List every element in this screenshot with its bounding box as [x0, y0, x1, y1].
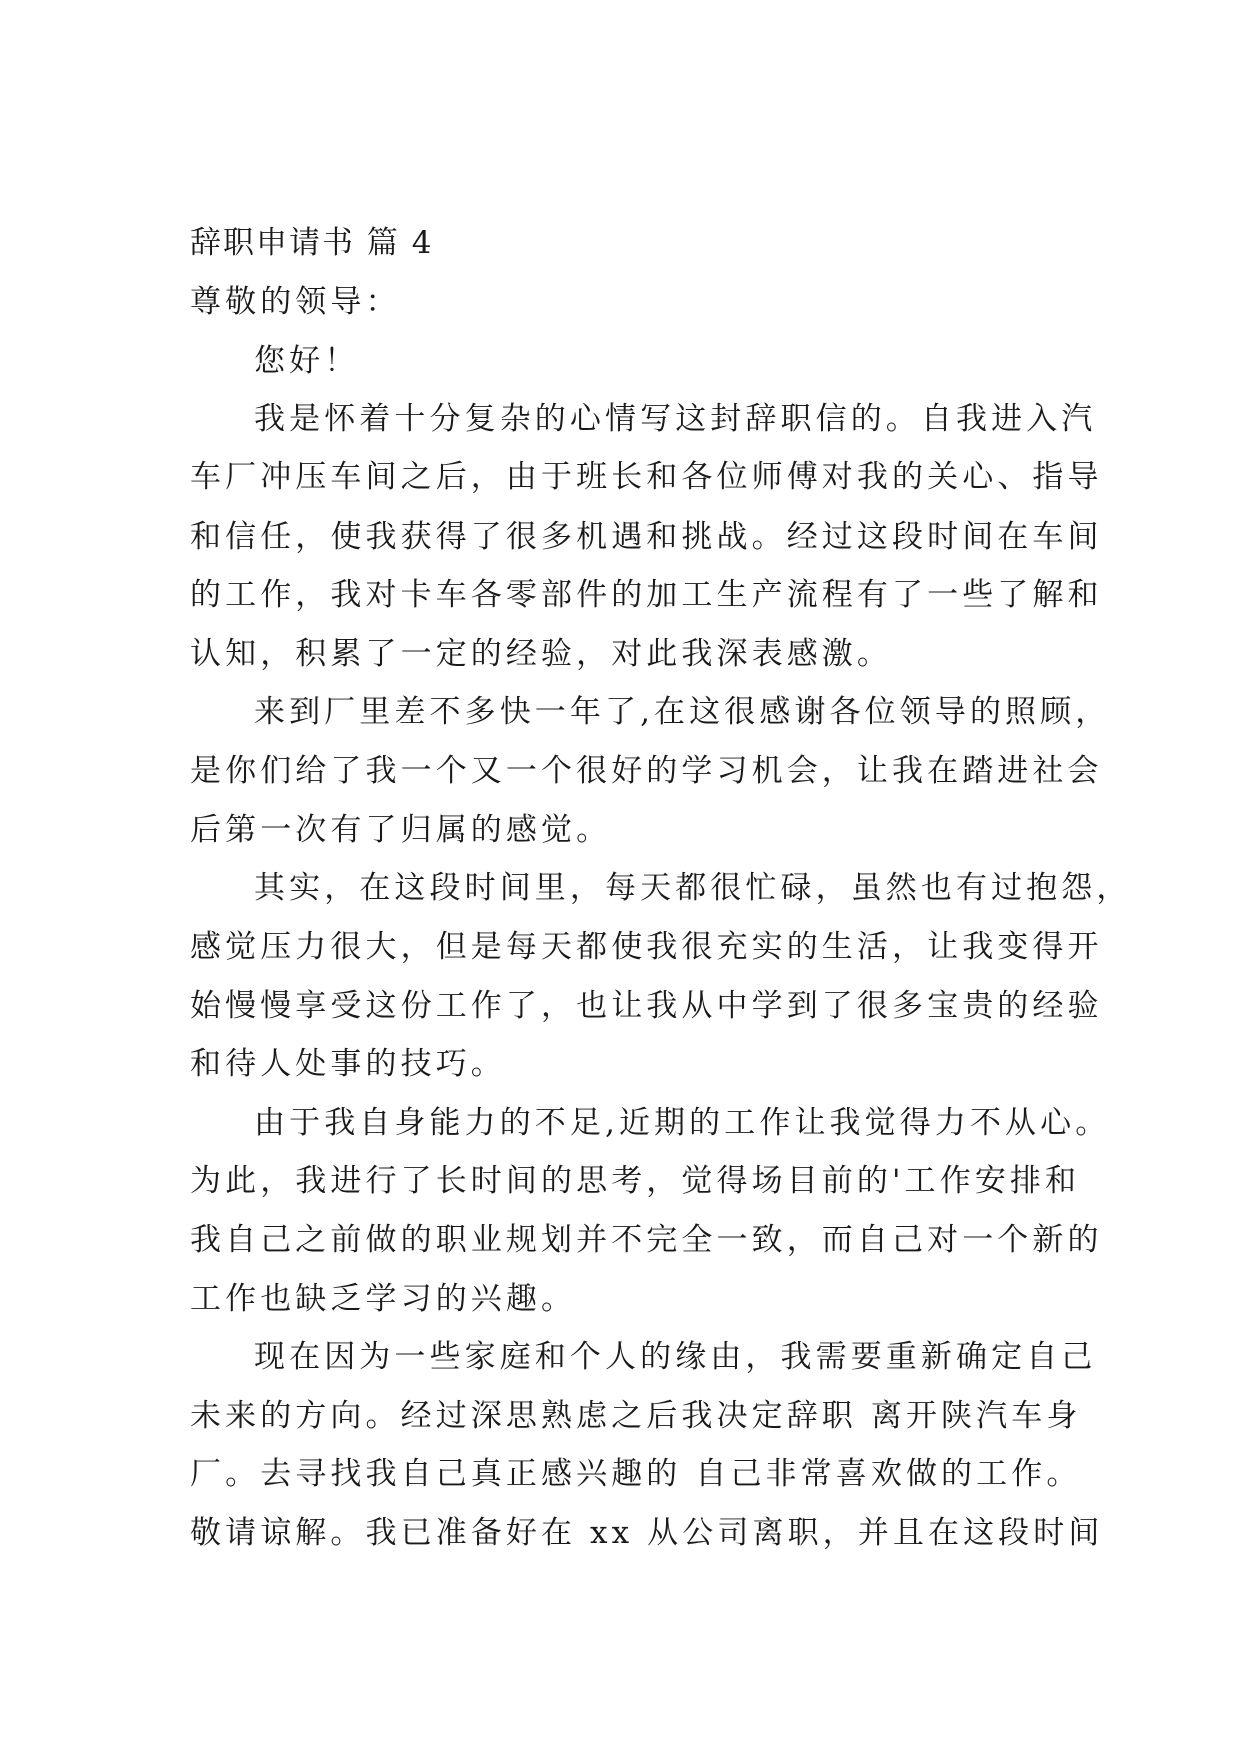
body-line: 始慢慢享受这份工作了，也让我从中学到了很多宝贵的经验 — [190, 988, 1103, 1024]
greeting: 您好！ — [254, 343, 360, 379]
body-line: 为此，我进行了长时间的思考，觉得场目前的'工作安排和 — [190, 1163, 1081, 1199]
body-line: 其实，在这段时间里，每天都很忙碌，虽然也有过抱怨， — [254, 870, 1132, 906]
body-line: 认知，积累了一定的经验，对此我深表感激。 — [190, 636, 892, 672]
body-line: 和信任，使我获得了很多机遇和挑战。经过这段时间在车间 — [190, 519, 1103, 555]
document-title: 辞职申请书 篇 4 — [190, 225, 434, 261]
body-line: 是你们给了我一个又一个很好的学习机会，让我在踏进社会 — [190, 753, 1103, 789]
body-line: 由于我自身能力的不足,近期的工作让我觉得力不从心。 — [254, 1105, 1111, 1141]
body-line: 敬请谅解。我已准备好在 xx 从公司离职，并且在这段时间 — [190, 1515, 1104, 1551]
body-line: 感觉压力很大，但是每天都使我很充实的生活，让我变得开 — [190, 929, 1103, 965]
salutation: 尊敬的领导： — [190, 284, 401, 320]
body-line: 来到厂里差不多快一年了,在这很感谢各位领导的照顾， — [254, 694, 1111, 730]
body-line: 后第一次有了归属的感觉。 — [190, 812, 612, 848]
body-line: 的工作，我对卡车各零部件的加工生产流程有了一些了解和 — [190, 577, 1103, 613]
body-line: 车厂冲压车间之后，由于班长和各位师傅对我的关心、指导 — [190, 459, 1103, 495]
body-line: 我自己之前做的职业规划并不完全一致，而自己对一个新的 — [190, 1222, 1103, 1258]
body-line: 现在因为一些家庭和个人的缘由，我需要重新确定自己 — [254, 1339, 1097, 1375]
body-line: 未来的方向。经过深思熟虑之后我决定辞职 离开陕汽车身 — [190, 1398, 1082, 1434]
body-line: 工作也缺乏学习的兴趣。 — [190, 1281, 577, 1317]
body-line: 和待人处事的技巧。 — [190, 1046, 506, 1082]
body-line: 我是怀着十分复杂的心情写这封辞职信的。自我进入汽 — [254, 401, 1097, 437]
body-line: 厂。去寻找我自己真正感兴趣的 自己非常喜欢做的工作。 — [190, 1456, 1082, 1492]
